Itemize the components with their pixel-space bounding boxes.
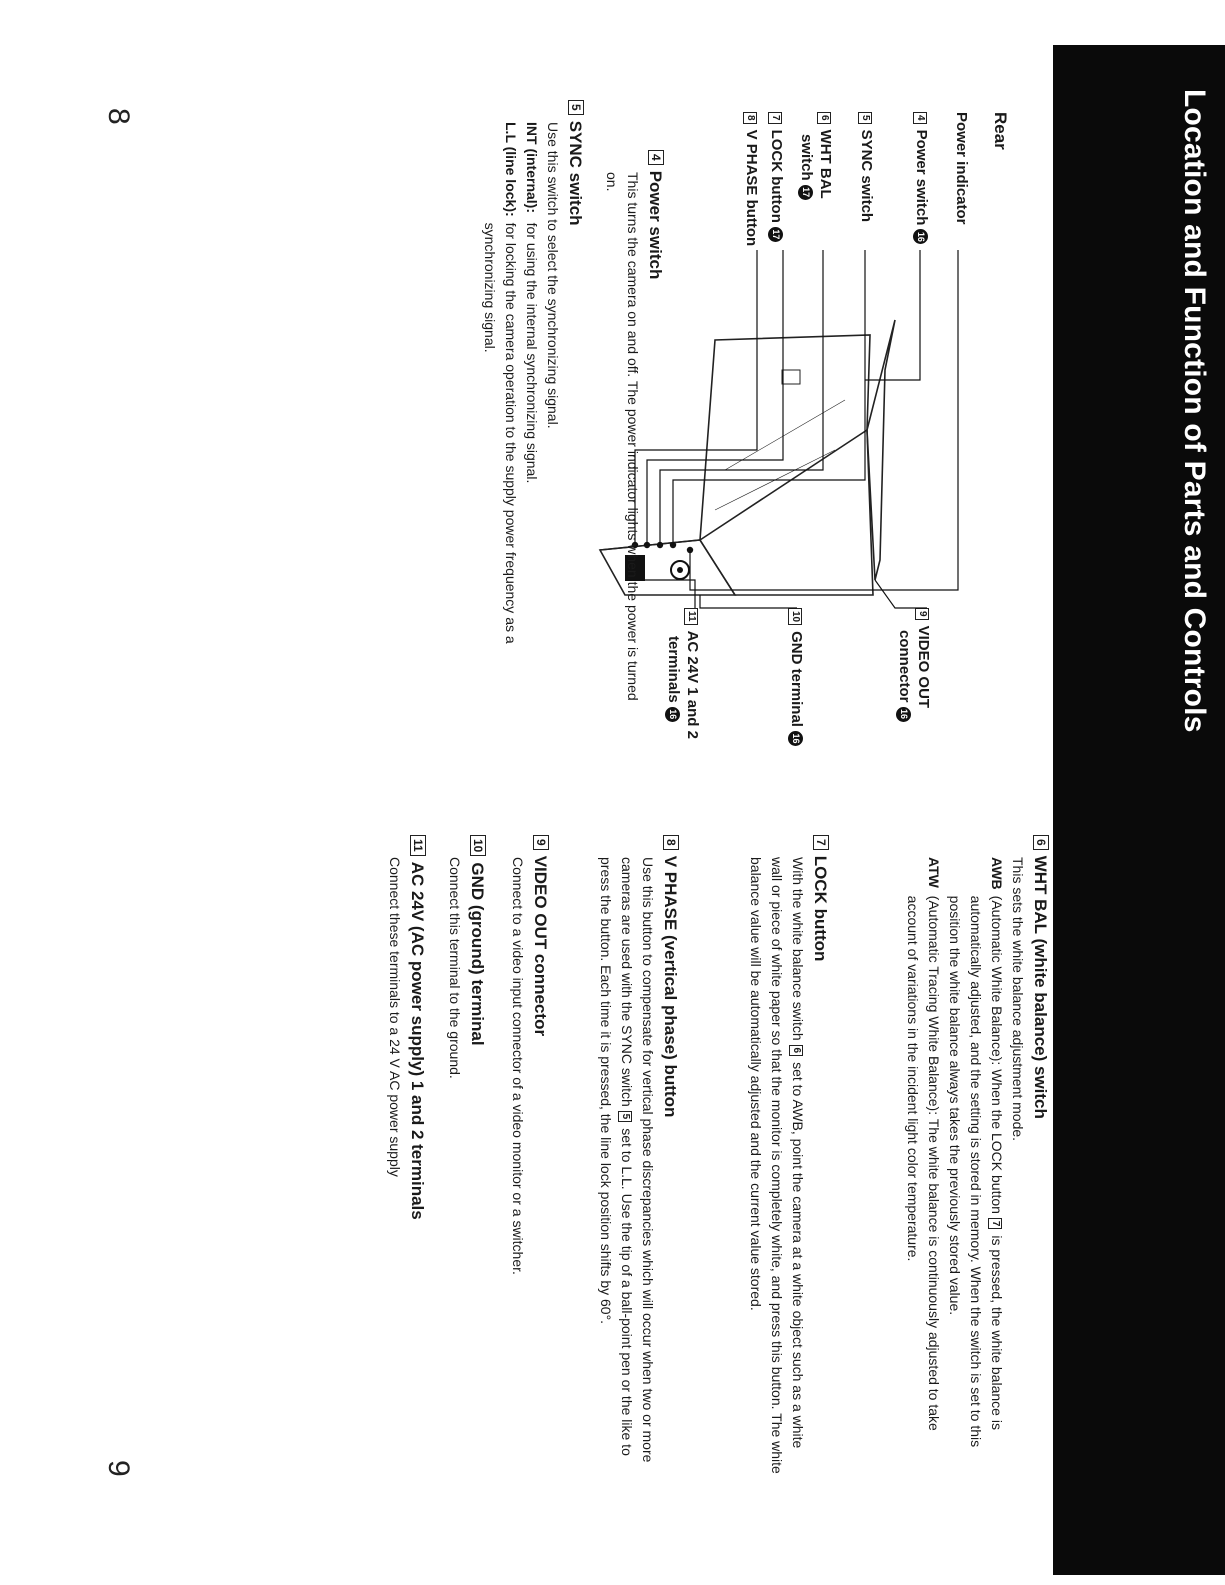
inline-ref-number: 7 bbox=[988, 1218, 1002, 1230]
atw-description: (Automatic Tracing White Balance): The white balance is continuously adjusted to take account of variations in the incident light color temperature. bbox=[905, 895, 942, 1431]
page-ref-icon: 16 bbox=[913, 229, 928, 244]
label-power-switch: 4Power switch16 bbox=[913, 112, 930, 244]
page-ref-icon: 17 bbox=[798, 185, 813, 200]
callout-number: 7 bbox=[768, 112, 782, 124]
label-ac-terminals: 11AC 24V 1 and 2 terminals16 bbox=[664, 608, 702, 739]
lock-button-description: With the white balance switch 6set to AWB, point the camera at a white object such as a white wall or piece of white paper so that the monitor is completely white, and press this button. The white balance value will be automatically adjusted and the current value stored. bbox=[748, 857, 806, 1474]
wht-bal-modes bbox=[902, 835, 1007, 1475]
callout-number: 4 bbox=[913, 112, 927, 124]
page-number-left: 8 bbox=[102, 108, 135, 125]
section-number: 8 bbox=[663, 835, 679, 850]
section-number: 10 bbox=[470, 835, 486, 856]
label-lock-button: 7LOCK button17 bbox=[768, 112, 785, 242]
page-ref-icon: 16 bbox=[788, 731, 803, 746]
label-sync-switch: 5SYNC switch bbox=[858, 112, 875, 222]
gnd-description: Connect this terminal to the ground. bbox=[447, 857, 463, 1079]
section-ac-terminals: 11AC 24V (AC power supply) 1 and 2 terminals Connect these terminals to a 24 V AC power supply bbox=[384, 835, 427, 1475]
inline-ref-number: 6 bbox=[789, 1045, 803, 1057]
sync-switch-options bbox=[479, 100, 542, 700]
page-ref-icon: 17 bbox=[768, 227, 783, 242]
label-wht-bal-switch: 6WHT BAL switch17 bbox=[797, 112, 835, 200]
label-power-indicator: Power indicator bbox=[953, 112, 970, 225]
mode-term: ATW bbox=[926, 857, 942, 888]
section-sync-switch: 5SYNC switch Use this switch to select the synchronizing signal. INT (internal): for using the internal synchronizing signal. L.L (line lock): for locking the camera operation to the supply power frequency as a synchronizing signal. bbox=[479, 100, 585, 700]
page-number-right: 9 bbox=[102, 1460, 135, 1477]
label-gnd-terminal: 10GND terminal16 bbox=[788, 608, 805, 746]
callout-number: 10 bbox=[788, 608, 802, 625]
callout-number: 11 bbox=[684, 608, 698, 625]
section-header-bar bbox=[1053, 45, 1225, 1575]
ac-description: Connect these terminals to a 24 V AC power supply bbox=[387, 857, 403, 1177]
section-v-phase-button: 8V PHASE (vertical phase) button Use this button to compensate for vertical phase discrepancies which will occur when two or more cameras are used with the SYNC switch 5set to L.L. Use the tip of a ball-point pen or the like to press the button. Each time it is pressed, the line lock position shifts by 60°. bbox=[595, 835, 680, 1475]
section-number: 4 bbox=[648, 150, 664, 165]
option-term: INT (internal): bbox=[524, 122, 540, 213]
power-switch-description: This turns the camera on and off. The power indicator lights when the power is turned on. bbox=[604, 172, 641, 701]
section-lock-button: 7LOCK button With the white balance switch 6set to AWB, point the camera at a white object such as a white wall or piece of white paper so that the monitor is completely white, and press this button. The white balance value will be automatically adjusted and the current value stored. bbox=[745, 835, 830, 1475]
section-number: 11 bbox=[410, 835, 426, 856]
section-number: 5 bbox=[568, 100, 584, 115]
figure-caption: Rear bbox=[991, 112, 1010, 150]
inline-ref-number: 5 bbox=[618, 1111, 632, 1123]
section-power-switch: 4Power switch This turns the camera on and off. The power indicator lights when the power is turned on. bbox=[601, 150, 665, 710]
section-gnd-terminal: 10GND (ground) terminal Connect this terminal to the ground. bbox=[444, 835, 487, 1475]
section-number: 9 bbox=[533, 835, 549, 850]
label-v-phase-button: 8V PHASE button bbox=[743, 112, 760, 246]
callout-number: 6 bbox=[817, 112, 831, 124]
page-ref-icon: 16 bbox=[665, 707, 680, 722]
callout-number: 5 bbox=[858, 112, 872, 124]
callout-number: 9 bbox=[915, 608, 929, 620]
page-ref-icon: 16 bbox=[896, 707, 911, 722]
awb-description: (Automatic White Balance): When the LOCK button 7is pressed, the white balance is automatically adjusted, and the setting is stored in memory. When the switch is set to this position the white balance always takes the previously stored value. bbox=[947, 895, 1005, 1448]
section-video-out-connector: 9VIDEO OUT connector Connect to a video input connector of a video monitor or a switcher. bbox=[507, 835, 550, 1475]
v-phase-description: Use this button to compensate for vertical phase discrepancies which will occur when two or more cameras are used with the SYNC switch 5set to L.L. Use the tip of a ball-point pen or the like to press the button. Each time it is pressed, the line lock position shifts by 60°. bbox=[598, 857, 656, 1463]
option-description: for locking the camera operation to the supply power frequency as a synchronizing signal. bbox=[482, 222, 519, 644]
video-out-description: Connect to a video input connector of a video monitor or a switcher. bbox=[510, 857, 526, 1275]
option-description: for using the internal synchronizing signal. bbox=[524, 222, 540, 484]
section-number: 6 bbox=[1033, 835, 1049, 850]
section-number: 7 bbox=[813, 835, 829, 850]
callout-leader-lines bbox=[625, 250, 958, 608]
wht-bal-intro: This sets the white balance adjustment mode. bbox=[1010, 857, 1026, 1142]
label-video-out-connector: 9VIDEO OUT connector16 bbox=[895, 608, 933, 722]
option-term: L.L (line lock): bbox=[503, 122, 519, 217]
sync-switch-description: Use this switch to select the synchronizing signal. bbox=[545, 122, 561, 429]
section-title: Location and Function of Parts and Controls bbox=[1178, 89, 1211, 733]
mode-term: AWB bbox=[989, 857, 1005, 890]
callout-number: 8 bbox=[743, 112, 757, 124]
section-wht-bal-switch: 6WHT BAL (white balance) switch This sets the white balance adjustment mode. AWB (Automatic White Balance): When the LOCK button 7is pressed, the white balance is automatically adjusted, and the setting is stored in memory. When the switch is set to this position the white balance always takes the previously stored value. ATW (Automatic Tracing White Balance): The white balance is continuously adjusted to take account of variations in the incident light color temperature. bbox=[902, 835, 1050, 1475]
